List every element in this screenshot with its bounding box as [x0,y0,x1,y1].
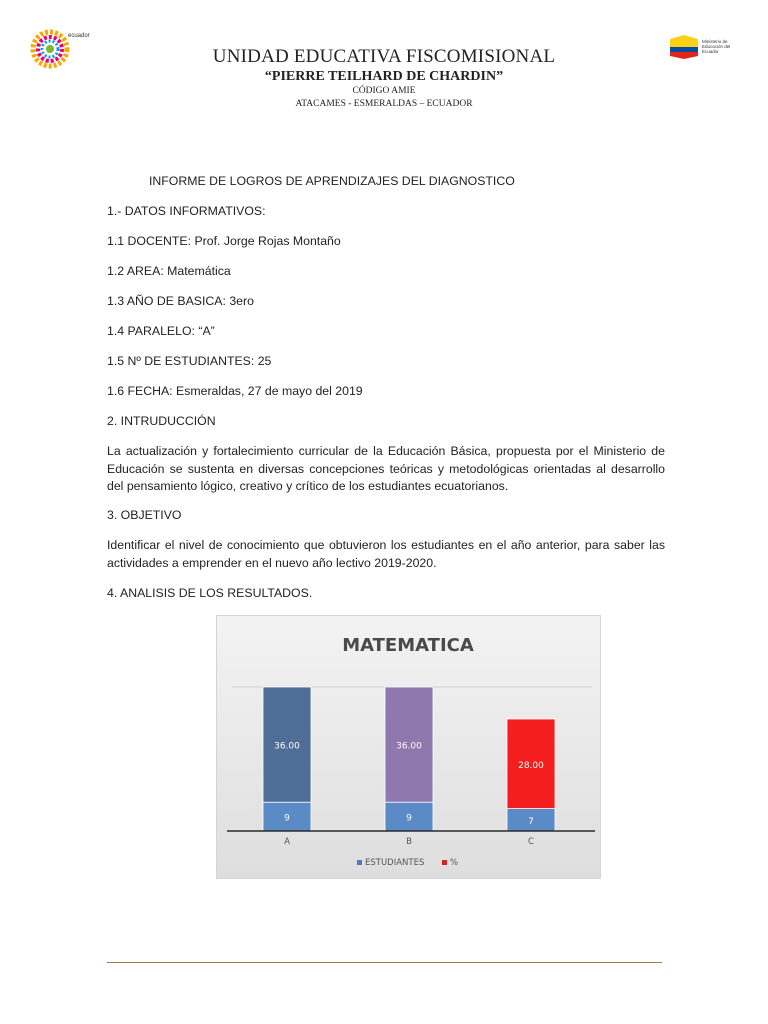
amie-code: CÓDIGO AMIE [352,86,416,96]
teacher-line: 1.1 DOCENTE: Prof. Jorge Rojas Montaño [107,234,341,248]
legend-swatch-estudiantes [357,860,362,865]
data-label-percent-a: 36.00 [274,741,300,752]
legend-label-percent: % [450,858,459,868]
grade-line: 1.3 AÑO DE BASICA: 3ero [107,294,254,308]
data-label-percent-b: 36.00 [396,741,422,752]
date-line: 1.6 FECHA: Esmeraldas, 27 de mayo del 2019 [107,384,363,398]
chart-svg [217,616,600,878]
objective-paragraph: Identificar el nivel de conocimiento que obtuvieron los estudiantes en el año anterior, para saber las actividades a emprender en el nuevo año lectivo 2019-2020. [107,538,665,570]
data-label-estudiantes-b: 9 [406,813,412,824]
school-name: “PIERRE TEILHARD DE CHARDIN” [264,69,504,84]
x-tick-label-b: B [406,837,412,847]
data-label-percent-c: 28.00 [518,760,544,771]
legend-label-estudiantes: ESTUDIANTES [365,858,425,868]
data-label-estudiantes-c: 7 [528,816,534,827]
results-chart [216,615,601,879]
report-title: INFORME DE LOGROS DE APRENDIZAJES DEL DIAGNOSTICO [149,174,515,188]
section-4-heading: 4. ANALISIS DE LOS RESULTADOS. [107,586,313,600]
area-line: 1.2 AREA: Matemática [107,264,231,278]
ministry-text: Ministerio de Educación del Ecuador [702,39,731,54]
section-2-heading: 2. INTRUDUCCIÓN [107,414,216,428]
x-tick-label-a: A [284,837,290,847]
school-title: UNIDAD EDUCATIVA FISCOMISIONAL [212,46,556,67]
data-label-estudiantes-a: 9 [284,813,290,824]
chart-title: MATEMATICA [342,635,474,656]
intro-paragraph: La actualización y fortalecimiento curricular de la Educación Básica, propuesta por el Ministerio de Educación se sustenta en diversas concepciones teóricas y metodológicas orientadas al desarrollo del pensamiento lógico, creativo y crítico de los estudiantes ecuatorianos. [107,444,665,493]
parallel-line: 1.4 PARALELO: “A” [107,324,215,338]
section-1-heading: 1.- DATOS INFORMATIVOS: [107,204,266,218]
x-tick-label-c: C [528,837,534,847]
section-3-heading: 3. OBJETIVO [107,508,182,522]
legend-swatch-percent [442,860,447,865]
logo-left-text: ecuador [68,33,90,39]
footer-rule [107,962,662,963]
students-line: 1.5 Nº DE ESTUDIANTES: 25 [107,354,272,368]
school-location: ATACAMES - ESMERALDAS – ECUADOR [295,99,473,109]
